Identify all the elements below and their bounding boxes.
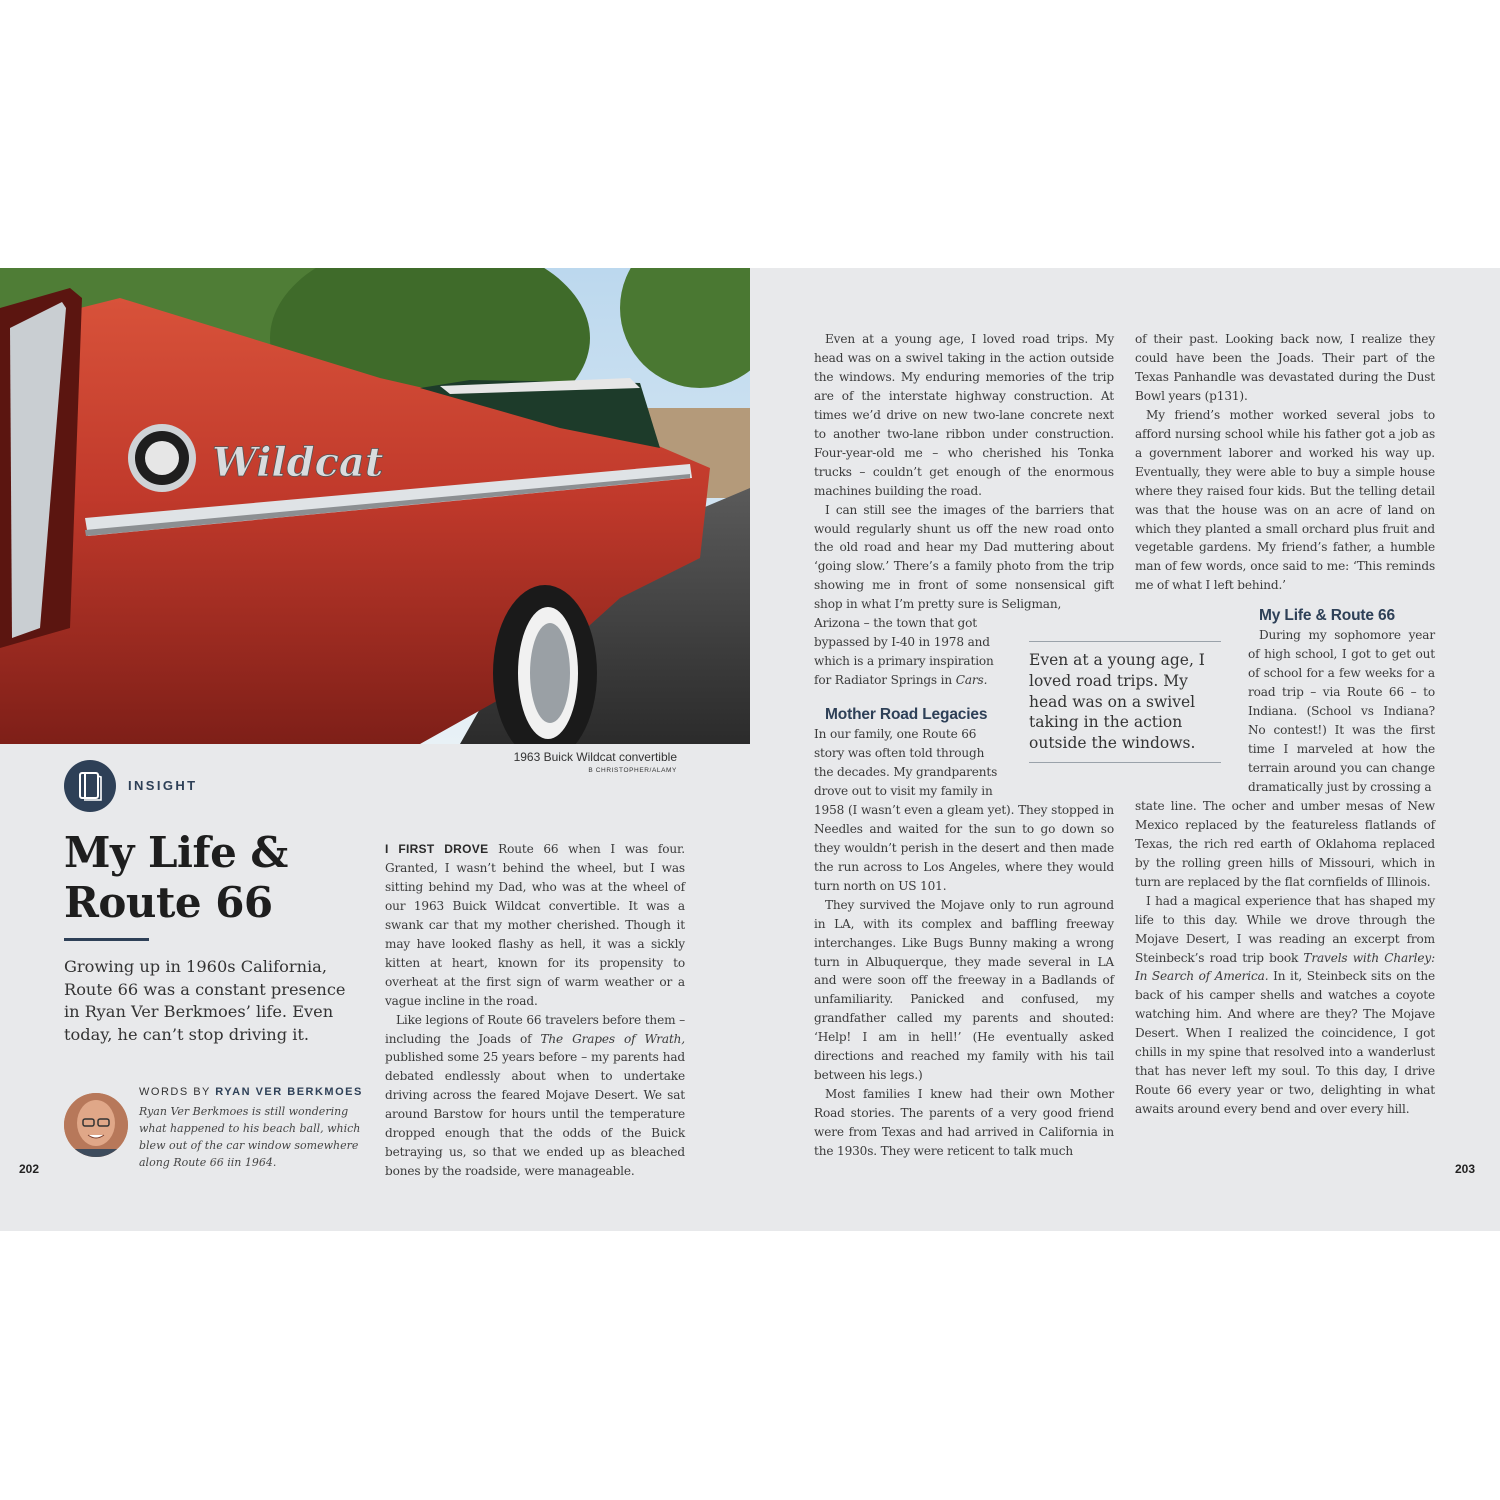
author-bio: Ryan Ver Berkmoes is still wondering what happened to his beach ball, which blew out of the car window somewhere along Route 66 iin 1964. (139, 1105, 361, 1169)
subhead-mother-road: Mother Road Legacies (825, 706, 988, 724)
paragraph (814, 614, 1001, 690)
article-title (64, 828, 288, 928)
book-title: Travels with Charley: In Search of America. (1135, 950, 1436, 984)
title-line-2: Route 66 (64, 878, 273, 927)
paragraph: I can still see the images of the barriers that would regularly shunt us off the new road onto the old road and hear my Dad muttering about ‘going slow.’ There’s a family photo from the trip showing me in front of some nonsensical gift shop in what I’m pretty sure is Seligman, (814, 502, 1114, 612)
car-photo (0, 268, 750, 744)
paragraph-text: Arizona – the town that got bypassed by I-40 in 1978 and which is a primary inspiration for Radiator Springs in (814, 616, 994, 688)
byline (139, 1086, 374, 1098)
paragraph: state line. The ocher and umber mesas of New Mexico replaced by the featureless flatlands of Texas, the rich red earth of Oklahoma replaced by the rolling green hills of Missouri, which in turn are replaced by the flat cornfields of Illinois. (1135, 798, 1435, 889)
film-title: Cars. (955, 673, 988, 688)
paragraph: During my sophomore year of high school, I got to get out of school for a few weeks for a road trip – via Route 66 – to Indiana. (School vs Indiana? No contest!) It was the first time I marveled at how the terrain around you can change dramatically just by crossing a (1248, 628, 1435, 794)
paragraph: 1958 (I wasn’t even a gleam yet). They stopped in Needles and waited for the sun to go down so they wouldn’t perish in the desert and then made the run across to Los Angeles, where they would turn north on US 101. (814, 802, 1114, 893)
pull-quote: Even at a young age, I loved road trips. My head was on a swivel taking in the action outside the windows. (1029, 641, 1221, 763)
page-number-right: 203 (1455, 1162, 1476, 1176)
magazine-spread (0, 268, 1500, 1231)
paragraph (385, 840, 685, 1011)
paragraph (1135, 892, 1435, 1119)
wildcat-badge: Wildcat (212, 439, 384, 486)
book-title: The Grapes of Wrath, (540, 1031, 685, 1046)
paragraph: They survived the Mojave only to run aground in LA, with its complex and baffling freeway interchanges. Like Bugs Bunny making a wrong turn in Albuquerque, they made several in LA and were soon off the freeway in a Badlands of unfamiliarity. Panicked and confused, my grandfather called my parents and shouted: ‘Help! I am in hell!’ (He eventually asked directions and reached my family with his tail between his legs.) (814, 897, 1114, 1083)
body-column-1 (385, 840, 685, 1181)
lead-in: I FIRST DROVE (385, 842, 489, 856)
byline-prefix: WORDS BY (139, 1086, 211, 1098)
paragraph: In our family, one Route 66 story was often told through the decades. My grandparents drove out to visit my family in (814, 727, 998, 798)
subhead-my-life: My Life & Route 66 (1259, 607, 1395, 625)
body-column-3 (1135, 330, 1435, 1119)
book-icon (64, 760, 116, 812)
author-avatar (64, 1093, 128, 1157)
paragraph-text: Route 66 when I was four. Granted, I wasn’t behind the wheel, but I was sitting behind my Dad, who was at the wheel of our 1963 Buick Wildcat convertible. It was a swank car that my mother cherished. Though it may have looked flashy as hell, it was a sickly kitten at heart, known for its propensity to overheat at the first sign of warm weather or a vague incline in the road. (385, 842, 685, 1008)
paragraph: My friend’s mother worked several jobs to afford nursing school while his father got a job as a government laborer and worked his way up. Eventually, they were able to buy a simple house where they raised four kids. But the telling detail was that the house was on an acre of land on which they planted a small orchard plus fruit and vegetable gardens. My friend’s father, a humble man of few words, once said to me: ‘This reminds me of what I left behind.’ (1135, 407, 1435, 593)
title-line-1: My Life & (64, 828, 288, 877)
paragraph-text: Like legions of Route 66 travelers before them – including the Joads of (385, 1012, 685, 1046)
title-divider (64, 938, 149, 941)
paragraph: of their past. Looking back now, I realize they could have been the Joads. Their part of the Texas Panhandle was devastated during the Dust Bowl years (p131). (1135, 332, 1435, 403)
page-number-left: 202 (19, 1162, 40, 1176)
paragraph-text: published some 25 years before – my parents had debated endlessly about when to undertake driving across the feared Mojave Desert. We sat around Barstow for hours until the temperature dropped enough that the odds of the Buick betraying us, so that we ended up as bleached bones by the roadside, were manageable. (385, 1050, 685, 1179)
photo-credit: B CHRISTOPHER/ALAMY (588, 767, 677, 774)
paragraph-text: I had a magical experience that has shaped my life to this day. While we drove through the Mojave Desert, I was reading an excerpt from Steinbeck’s road trip book (1135, 893, 1435, 965)
narrow-block (1248, 607, 1435, 797)
section-label: INSIGHT (128, 778, 198, 793)
caption-text: 1963 Buick Wildcat convertible (513, 750, 677, 764)
standfirst: Growing up in 1960s California, Route 66 was a constant presence in Ryan Ver Berkmoes’ life. Even today, he can’t stop driving it. (64, 957, 346, 1045)
paragraph: Most families I knew had their own Mother Road stories. The parents of a very good friend were from Texas and had arrived in California in the 1930s. They were reticent to talk much (814, 1087, 1114, 1159)
author-name: RYAN VER BERKMOES (215, 1086, 363, 1098)
paragraph: Even at a young age, I loved road trips. My head was on a swivel taking in the action outside the windows. My enduring memories of the trip are of the interstate highway construction. At times we’d drive on new two-lane concrete next to another two-lane ribbon under construction. Four-year-old me – who cherished his Tonka trucks – couldn’t get enough of the enormous machines building the road. (814, 332, 1114, 498)
paragraph (385, 1011, 685, 1182)
photo-caption (440, 750, 677, 774)
paragraph-text: In it, Steinbeck sits on the back of his camper shells and watches a coyote watching him. And where are they? The Mojave Desert. When I realized the coincidence, I got chills in my spine that resolved into a wanderlust that has never left my soul. To this day, I drive Route 66 every year or two, delighting in what awaits around every bend and over every hill. (1135, 969, 1435, 1117)
